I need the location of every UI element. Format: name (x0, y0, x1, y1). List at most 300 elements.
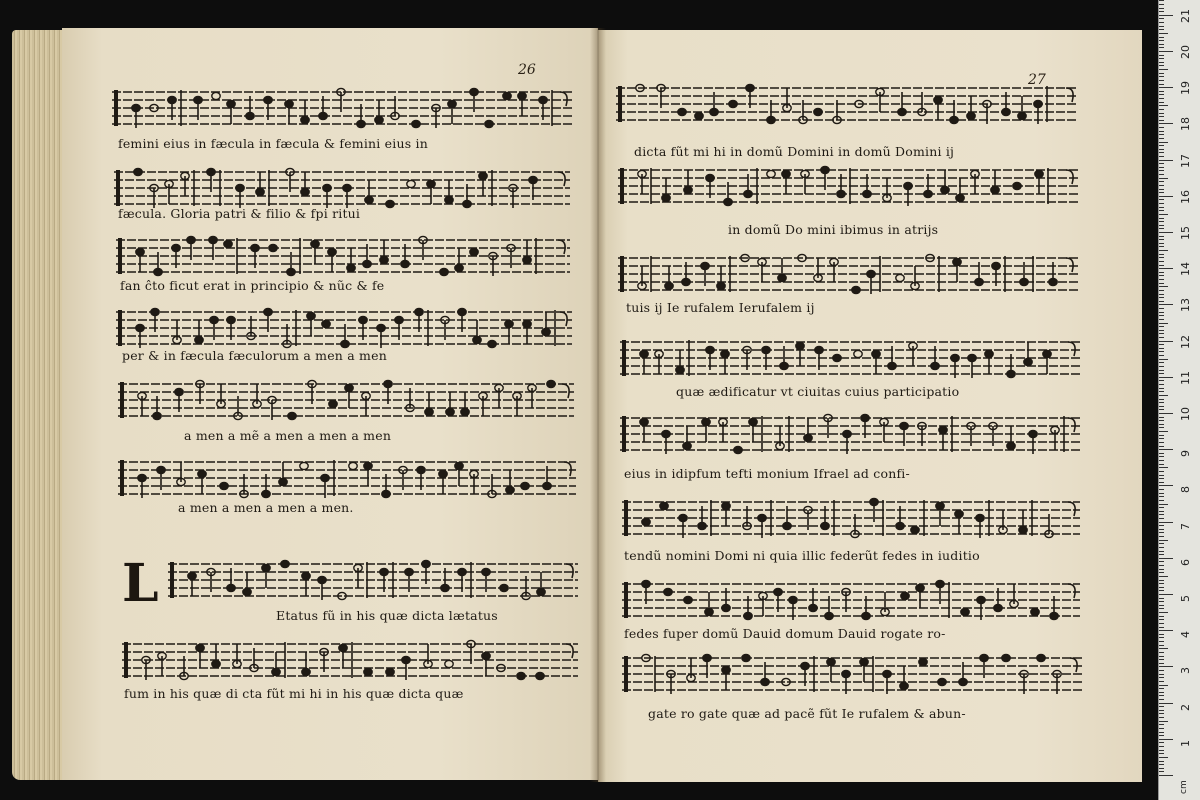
music-staff (622, 576, 1080, 628)
ruler-tick (1159, 290, 1164, 291)
note (488, 340, 496, 347)
ruler-tick (1159, 420, 1164, 421)
note (687, 658, 695, 682)
ruler-tick (1159, 294, 1164, 295)
ruler-tick (1159, 728, 1164, 729)
note (455, 462, 463, 486)
note (439, 470, 447, 494)
staff-notation (620, 334, 1080, 386)
custos-mark (1066, 258, 1073, 272)
note (662, 178, 670, 202)
ruler-label: 20 (1179, 45, 1192, 59)
note (470, 470, 478, 494)
ruler-tick (1159, 485, 1173, 486)
ruler-tick (1159, 51, 1173, 52)
music-staff (620, 334, 1080, 386)
note (801, 170, 809, 194)
lyric-line: a men a men a men a men. (178, 500, 354, 515)
note (676, 350, 684, 374)
ruler-tick (1159, 601, 1164, 602)
ruler-tick (1159, 746, 1164, 747)
music-staff (122, 636, 578, 688)
note (1024, 342, 1032, 366)
ruler-label: 21 (1179, 8, 1192, 23)
ruler-tick (1159, 308, 1164, 309)
ruler-tick (1159, 312, 1164, 313)
ruler-tick (1159, 297, 1164, 298)
ruler-tick (1159, 554, 1164, 555)
ruler-tick (1159, 681, 1164, 682)
note (880, 418, 888, 442)
ruler-label: 5 (1179, 595, 1192, 602)
ruler-tick (1159, 692, 1164, 693)
note (253, 384, 261, 408)
ruler-tick (1159, 619, 1164, 620)
music-staff (622, 494, 1080, 546)
note (814, 108, 822, 115)
ruler-tick (1159, 493, 1164, 494)
note (445, 660, 453, 667)
note (354, 564, 362, 588)
ruler-tick (1159, 344, 1164, 345)
ruler-tick (1159, 199, 1164, 200)
ruler-tick (1159, 558, 1173, 559)
custos-mark (566, 644, 573, 658)
ruler-tick (1159, 221, 1164, 222)
note (729, 100, 737, 107)
note (198, 470, 206, 494)
ruler-tick (1159, 551, 1164, 552)
ruler-tick (1159, 388, 1164, 389)
ruler-tick (1159, 641, 1164, 642)
ruler-tick (1159, 203, 1164, 204)
note (349, 462, 357, 469)
ruler-tick (1159, 482, 1164, 483)
note (329, 400, 337, 407)
note (767, 170, 775, 177)
note (227, 100, 235, 124)
ruler-tick (1159, 62, 1164, 63)
ruler-tick (1159, 87, 1173, 88)
lyric-line: quæ ædificatur vt ciuitas cuius participatio (676, 384, 960, 399)
ruler-tick (1159, 637, 1164, 638)
note (1019, 510, 1027, 534)
ruler-label: 4 (1179, 631, 1192, 639)
music-staff (168, 556, 578, 608)
note (911, 526, 919, 533)
ruler-tick (1159, 471, 1164, 472)
note (134, 168, 142, 175)
measurement-ruler (1158, 0, 1200, 800)
note (364, 462, 372, 486)
music-staff (116, 232, 570, 284)
ruler-tick (1159, 156, 1164, 157)
staff-notation (122, 636, 578, 688)
ruler-tick (1159, 630, 1173, 631)
custos-mark (1066, 170, 1073, 184)
ruler-tick (1159, 384, 1164, 385)
lyric-line: a men a mẽ a men a men a men (184, 428, 392, 443)
note (956, 178, 964, 202)
ruler-label: 7 (1179, 522, 1192, 530)
note (814, 258, 822, 282)
note (967, 96, 975, 120)
clef-mark (624, 582, 628, 618)
book-gutter (590, 28, 606, 782)
music-staff (118, 376, 574, 428)
music-staff (112, 84, 572, 136)
note (339, 644, 347, 668)
ruler-tick (1159, 196, 1173, 197)
ruler-tick (1159, 319, 1164, 320)
staff-notation (622, 576, 1080, 628)
ruler-tick (1159, 616, 1164, 617)
note (269, 244, 277, 251)
note (1018, 96, 1026, 120)
ruler-tick (1159, 160, 1173, 161)
ruler-tick (1159, 0, 1164, 1)
ruler-tick (1159, 105, 1168, 106)
note (717, 266, 725, 290)
ruler-tick (1159, 543, 1164, 544)
ruler-tick (1159, 138, 1164, 139)
staff-notation (616, 80, 1078, 132)
note (364, 668, 372, 675)
ruler-tick (1159, 757, 1168, 758)
custos-mark (558, 240, 565, 254)
note (684, 170, 692, 194)
note (272, 652, 280, 676)
lyric-line: dicta fũt mi hi in domũ Domini in domũ Domini ij (634, 144, 955, 159)
custos-mark (1066, 88, 1073, 102)
ruler-tick (1159, 98, 1164, 99)
note (934, 96, 942, 120)
lyric-line: gate ro gate quæ ad pacẽ fũt Ie rufalem & abun- (648, 706, 966, 721)
note (427, 180, 435, 204)
ruler-tick (1159, 84, 1164, 85)
ruler-tick (1159, 236, 1164, 237)
music-staff (620, 410, 1080, 462)
note (1051, 426, 1059, 450)
ruler-tick (1159, 775, 1173, 776)
note (233, 644, 241, 668)
ruler-tick (1159, 475, 1164, 476)
staff-notation (112, 84, 572, 136)
ruler-tick (1159, 431, 1168, 432)
ruler-tick (1159, 598, 1164, 599)
note (883, 178, 891, 202)
note (1013, 182, 1021, 189)
note (876, 88, 884, 112)
note (506, 470, 514, 494)
note (173, 320, 181, 344)
note (783, 88, 791, 112)
ruler-tick (1159, 399, 1164, 400)
note (782, 170, 790, 194)
ruler-tick (1159, 265, 1164, 266)
note (854, 350, 862, 357)
ruler-tick (1159, 612, 1168, 613)
ruler-tick (1159, 304, 1173, 305)
ruler-label: 16 (1179, 189, 1192, 204)
ruler-tick (1159, 359, 1168, 360)
note (1010, 584, 1018, 608)
ruler-label: 1 (1179, 739, 1192, 747)
ruler-tick (1159, 569, 1164, 570)
ruler-tick (1159, 120, 1164, 121)
ruler-tick (1159, 250, 1168, 251)
note (440, 268, 448, 275)
ruler-tick (1159, 11, 1164, 12)
note (1035, 170, 1043, 194)
ruler-tick (1159, 337, 1164, 338)
ruler-tick (1159, 225, 1164, 226)
ruler-tick (1159, 362, 1164, 363)
ruler-tick (1159, 370, 1164, 371)
clef-mark (170, 562, 174, 598)
ruler-tick (1159, 210, 1164, 211)
note (665, 266, 673, 290)
custos-mark (558, 172, 565, 186)
ruler-tick (1159, 561, 1164, 562)
note (220, 482, 228, 489)
ruler-tick (1159, 178, 1168, 179)
ruler-tick (1159, 547, 1164, 548)
ruler-tick (1159, 228, 1164, 229)
note (386, 200, 394, 207)
clef-mark (118, 238, 122, 274)
ruler-label: 13 (1179, 298, 1192, 313)
ruler-tick (1159, 656, 1164, 657)
ruler-label: 9 (1179, 450, 1192, 458)
ruler-tick (1159, 699, 1164, 700)
note (217, 384, 225, 408)
ruler-tick (1159, 18, 1164, 19)
ruler-tick (1159, 94, 1164, 95)
staff-notation (118, 376, 574, 428)
ruler-tick (1159, 4, 1164, 5)
ruler-tick (1159, 131, 1164, 132)
note (901, 592, 909, 599)
note (513, 392, 521, 416)
ruler-tick (1159, 742, 1164, 743)
ruler-tick (1159, 37, 1164, 38)
lyric-line: per & in fæcula fæculorum a men a men (122, 348, 387, 363)
note (640, 418, 648, 442)
ruler-tick (1159, 768, 1164, 769)
ruler-tick (1159, 185, 1164, 186)
ruler-tick (1159, 442, 1164, 443)
music-staff (618, 162, 1078, 214)
ruler-tick (1159, 189, 1164, 190)
ruler-tick (1159, 174, 1164, 175)
left-page-number: 26 (518, 62, 536, 78)
ruler-tick (1159, 417, 1164, 418)
ruler-label: 6 (1179, 558, 1192, 566)
ruler-label: 2 (1179, 703, 1192, 711)
note (196, 644, 204, 668)
ruler-tick (1159, 341, 1173, 342)
ruler-tick (1159, 257, 1164, 258)
note (776, 426, 784, 450)
ruler-tick (1159, 406, 1164, 407)
ruler-tick (1159, 449, 1173, 450)
note (345, 384, 353, 408)
note (881, 592, 889, 616)
ruler-tick (1159, 576, 1168, 577)
note (212, 92, 220, 99)
note (521, 482, 529, 489)
ruler-tick (1159, 163, 1164, 164)
note (482, 652, 490, 676)
ruler-tick (1159, 522, 1173, 523)
ruler-tick (1159, 254, 1164, 255)
note (900, 666, 908, 690)
note (916, 584, 924, 608)
lyric-line: tuis ij Ie rufalem Ierufalem ij (626, 300, 815, 315)
clef-mark (116, 170, 120, 206)
ruler-tick (1159, 91, 1164, 92)
right-page-number: 27 (1028, 72, 1046, 88)
ruler-tick (1159, 113, 1164, 114)
ruler-tick (1159, 507, 1164, 508)
note (833, 354, 841, 361)
note (523, 240, 531, 264)
note (953, 258, 961, 282)
ruler-tick (1159, 685, 1168, 686)
ruler-tick (1159, 565, 1164, 566)
ruler-tick (1159, 659, 1164, 660)
note (955, 510, 963, 534)
ruler-tick (1159, 283, 1164, 284)
ruler-tick (1159, 409, 1164, 410)
note (719, 418, 727, 442)
staff-notation (622, 650, 1082, 702)
ruler-tick (1159, 65, 1164, 66)
note (158, 652, 166, 676)
ruler-tick (1159, 80, 1164, 81)
note (796, 342, 804, 366)
ruler-tick (1159, 58, 1164, 59)
ruler-tick (1159, 688, 1164, 689)
ruler-label: 18 (1179, 117, 1192, 132)
ruler-tick (1159, 732, 1164, 733)
ruler-tick (1159, 652, 1164, 653)
ruler-tick (1159, 435, 1164, 436)
ruler-tick (1159, 460, 1164, 461)
note (749, 418, 757, 442)
ruler-tick (1159, 518, 1164, 519)
ruler-tick (1159, 583, 1164, 584)
note (734, 446, 742, 453)
note (999, 510, 1007, 534)
note (705, 592, 713, 616)
ruler-tick (1159, 540, 1168, 541)
staff-notation (116, 232, 570, 284)
ruler-tick (1159, 323, 1168, 324)
clef-mark (620, 168, 624, 204)
note (188, 572, 196, 596)
note (448, 100, 456, 124)
ruler-tick (1159, 674, 1164, 675)
ruler-tick (1159, 623, 1164, 624)
staff-notation (620, 410, 1080, 462)
ruler-tick (1159, 605, 1164, 606)
music-staff (622, 650, 1082, 702)
ruler-tick (1159, 514, 1164, 515)
note (1043, 350, 1051, 374)
ruler-tick (1159, 456, 1164, 457)
note (804, 418, 812, 442)
note (256, 172, 264, 196)
note (262, 564, 270, 588)
ruler-tick (1159, 127, 1164, 128)
custos-mark (1068, 418, 1075, 432)
ruler-tick (1159, 239, 1164, 240)
note (165, 180, 173, 204)
note (1002, 654, 1010, 661)
ruler-tick (1159, 670, 1164, 671)
ruler-tick (1159, 373, 1164, 374)
note (424, 644, 432, 668)
ruler-tick (1159, 453, 1164, 454)
ruler-tick (1159, 333, 1164, 334)
ruler-tick (1159, 22, 1164, 23)
clef-mark (120, 460, 124, 496)
lyric-line: in domũ Do mini ibimus in atrijs (728, 222, 939, 237)
custos-mark (1070, 658, 1077, 672)
ruler-tick (1159, 192, 1164, 193)
note (911, 266, 919, 290)
note (365, 180, 373, 204)
staff-notation (618, 250, 1078, 302)
note (328, 248, 336, 272)
ruler-tick (1159, 26, 1164, 27)
ruler-label: 3 (1179, 667, 1192, 675)
ruler-tick (1159, 735, 1164, 736)
ruler-tick (1159, 504, 1168, 505)
ruler-tick (1159, 8, 1164, 9)
note (181, 172, 189, 196)
ruler-tick (1159, 572, 1164, 573)
note (528, 384, 536, 408)
ruler-label: 12 (1179, 334, 1192, 349)
note (412, 120, 420, 127)
ruler-tick (1159, 170, 1164, 171)
note (505, 320, 513, 344)
ruler-tick (1159, 627, 1164, 628)
note (695, 112, 703, 119)
staff-notation (622, 494, 1080, 546)
ruler-tick (1159, 279, 1164, 280)
ruler-tick (1159, 761, 1164, 762)
ruler-tick (1159, 580, 1164, 581)
note (852, 286, 860, 293)
ruler-tick (1159, 525, 1164, 526)
note (243, 572, 251, 596)
note (307, 312, 315, 336)
note (138, 392, 146, 416)
note (136, 248, 144, 272)
ruler-label: 11 (1179, 370, 1192, 385)
custos-mark (562, 384, 569, 398)
note (407, 180, 415, 187)
lyric-line: fedes fuper domũ Dauid domum Dauid rogate ro- (624, 626, 946, 641)
ruler-tick (1159, 218, 1164, 219)
ruler-tick (1159, 391, 1164, 392)
lyric-line: Etatus fũ in his quæ dicta lætatus (276, 608, 498, 623)
ruler-tick (1159, 207, 1164, 208)
